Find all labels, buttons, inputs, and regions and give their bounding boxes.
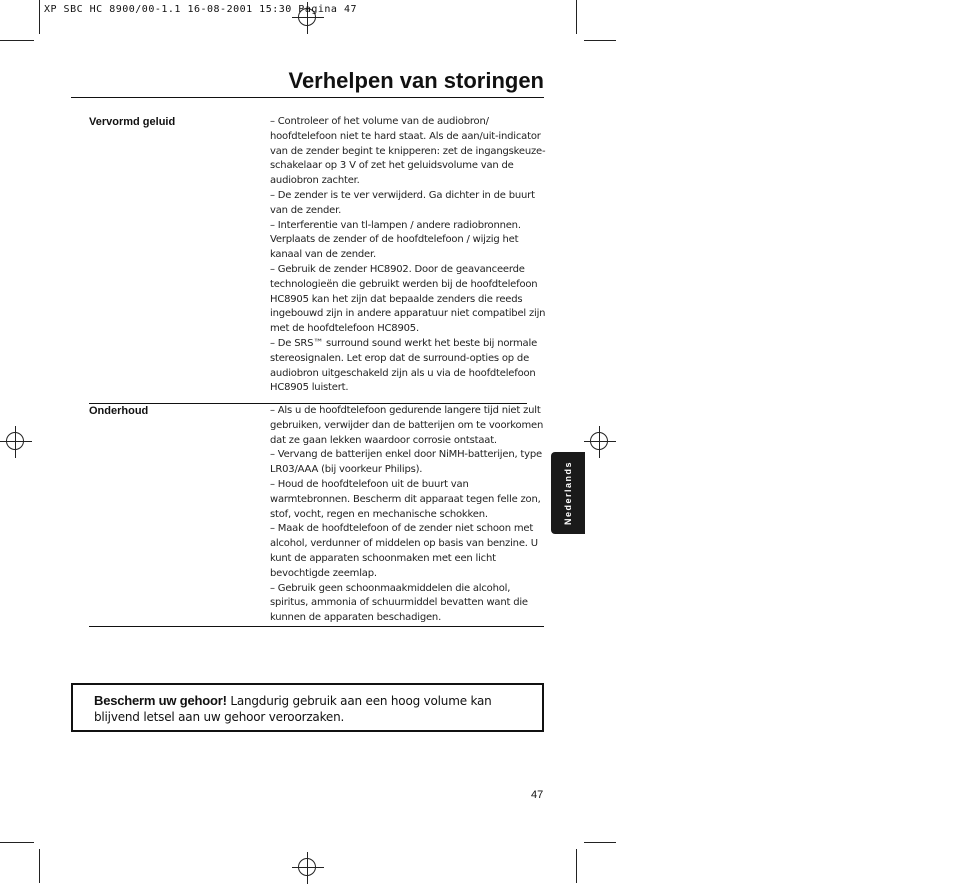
section-paragraph: – Gebruik geen schoonmaakmiddelen die alcohol, spiritus, ammonia of schuurmiddel bevatten want die kunnen de apparaten beschadigen.	[270, 582, 528, 624]
hearing-warning-text	[94, 693, 534, 725]
print-slug: XP SBC HC 8900/00-1.1 16-08-2001 15:30 Pagina 47	[44, 4, 357, 15]
section-label-vervormd-geluid: Vervormd geluid	[89, 116, 176, 128]
section-paragraph: – De zender is te ver verwijderd. Ga dichter in de buurt van de zender.	[270, 189, 535, 216]
hearing-warning-heading: Bescherm uw gehoor!	[94, 693, 227, 708]
crop-mark	[39, 849, 40, 883]
section-paragraph: – Houd de hoofdtelefoon uit de buurt van warmtebronnen. Bescherm dit apparaat tegen felle zon, stof, vocht, regen en mechanische schokken.	[270, 478, 541, 520]
page-number: 47	[531, 789, 544, 801]
crop-mark	[584, 40, 616, 41]
registration-mark-right	[584, 426, 616, 458]
crop-mark	[576, 0, 577, 34]
section-paragraph: – Als u de hoofdtelefoon gedurende langere tijd niet zult gebruiken, verwijder dan de batterijen om te voorkomen dat ze gaan lekken waardoor corrosie ontstaat.	[270, 405, 544, 446]
language-side-tab-label: Nederlands	[563, 460, 573, 526]
registration-mark-bottom	[292, 852, 324, 884]
language-side-tab	[551, 452, 585, 534]
section-paragraph: – De SRS™ surround sound werkt het beste bij normale stereosignalen. Let erop dat de surround-opties op de audiobron uitgeschakeld zijn als u via de hoofdtelefoon HC8905 luistert.	[270, 337, 538, 394]
section-paragraph: – Controleer of het volume van de audiobron/ hoofdtelefoon niet te hard staat. Als de aan/uit-indicator van de zender begint te knipperen: zet de ingangskeuze-schakelaar op 3 V of zet het geluidsvolume van de audiobron zachter.	[270, 116, 546, 187]
crop-mark	[576, 849, 577, 883]
section-paragraph: – Interferentie van tl-lampen / andere radiobronnen. Verplaats de zender of de hoofdtelefoon / wijzig het kanaal van de zender.	[270, 219, 521, 261]
section-paragraph: – Gebruik de zender HC8902. Door de geavanceerde technologieën die gebruikt werden bij de hoofdtelefoon HC8905 kan het zijn dat bepaalde zenders die reeds ingebouwd zijn in andere apparatuur niet compatibel zijn met de hoofdtelefoon HC8905.	[270, 263, 546, 335]
title-rule	[71, 97, 544, 98]
registration-mark-left	[0, 426, 32, 458]
crop-mark	[0, 40, 34, 41]
section-paragraph: – Maak de hoofdtelefoon of de zender niet schoon met alcohol, verdunner of middelen op basis van benzine. U kunt de apparaten schoonmaken met een licht bevochtigde zeemlap.	[270, 523, 538, 579]
crop-mark	[584, 842, 616, 843]
section-label-onderhoud: Onderhoud	[89, 405, 149, 417]
hearing-warning-body: Langdurig gebruik aan een hoog volume kan blijvend letsel aan uw gehoor veroorzaken.	[94, 694, 492, 724]
section-text-onderhoud	[270, 404, 546, 626]
hearing-warning-box	[71, 683, 544, 732]
page-title: Verhelpen van storingen	[288, 68, 544, 93]
section-rule-bottom	[89, 626, 544, 627]
crop-mark	[0, 842, 34, 843]
section-paragraph: – Vervang de batterijen enkel door NiMH-batterijen, type LR03/AAA (bij voorkeur Philips).	[270, 449, 542, 476]
section-text-vervormd-geluid	[270, 115, 546, 396]
crop-mark	[39, 0, 40, 34]
